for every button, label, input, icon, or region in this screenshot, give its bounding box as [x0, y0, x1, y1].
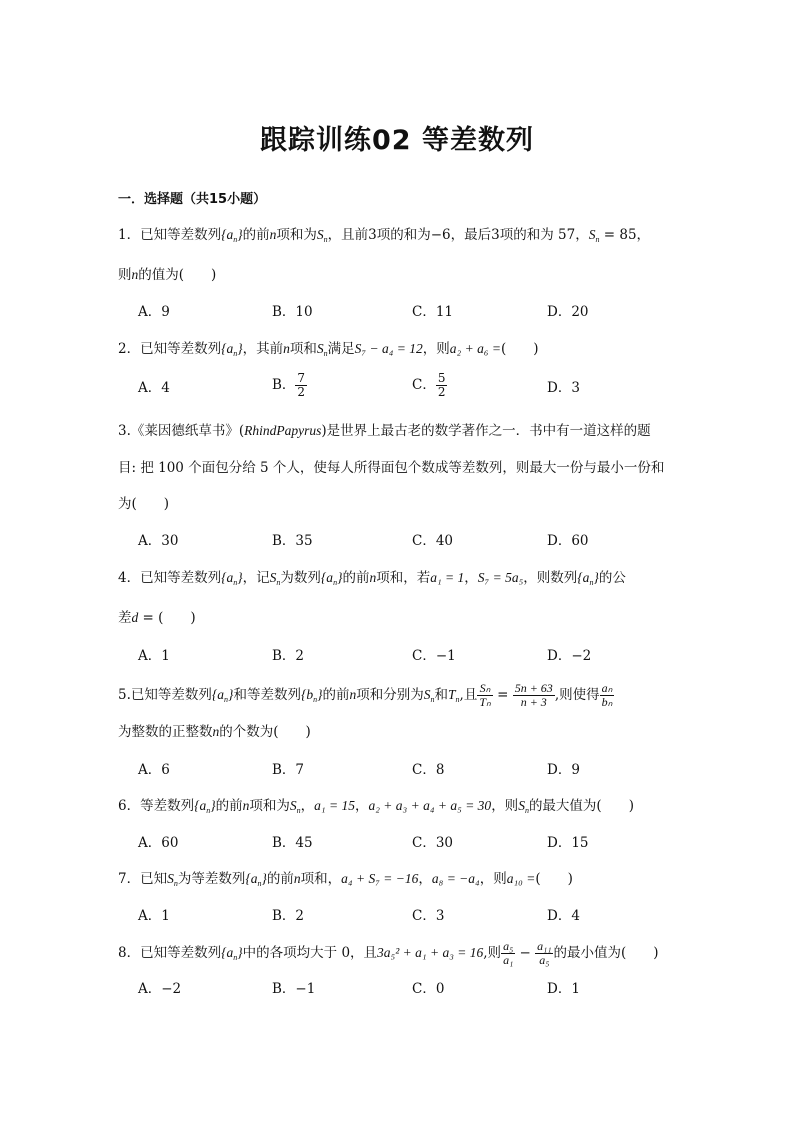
text: 为整数的正整数 — [118, 724, 213, 740]
var-Sn: $S_n$ — [316, 227, 328, 244]
option-a[interactable]: A．60 — [138, 835, 179, 851]
text: 的公 — [598, 570, 626, 586]
question-7-line-1 — [118, 869, 573, 894]
option-d[interactable]: D．60 — [547, 533, 589, 549]
text: ，最后3项的和为 57， — [450, 227, 589, 243]
text: 的前 — [242, 227, 270, 243]
var-n: n — [131, 267, 139, 282]
text: 的最大值为( ) — [528, 798, 634, 814]
option-c[interactable]: C．−1 — [412, 648, 456, 664]
var-Sn: $S_n$ — [316, 341, 328, 358]
question-5-line-2 — [118, 722, 311, 742]
option-b[interactable]: B．−1 — [272, 981, 316, 997]
text: 的值为( ) — [138, 267, 217, 283]
fraction: $\frac{\text{a₁₁}}{\text{a₅}}$ — [537, 939, 552, 967]
equation: 3a₅² + a₁ + a₃ = 16 — [377, 945, 484, 960]
question-4-line-2 — [118, 608, 196, 628]
sequence-an: $\{a_n\}$ — [221, 945, 243, 962]
option-d[interactable]: D．3 — [547, 380, 580, 396]
option-d[interactable]: D．4 — [547, 908, 580, 924]
question-4-line-1 — [118, 568, 626, 593]
text: ，记 — [242, 570, 270, 586]
text: 的前 — [266, 871, 294, 887]
equation: a₁₀ = — [506, 871, 536, 886]
text: ，则数列 — [523, 570, 578, 586]
text: 和 — [434, 687, 449, 703]
sequence-an: $\{a_n\}$ — [221, 341, 243, 358]
option-a[interactable]: A．9 — [138, 304, 170, 320]
equation: S₇ = 5a₅ — [477, 570, 524, 585]
option-d[interactable]: D．1 — [547, 981, 580, 997]
var-Sn: $S_n$ — [269, 570, 281, 587]
var-n: n — [293, 871, 301, 886]
equation: a₁ = 15 — [314, 798, 355, 813]
text: ,则 — [483, 945, 502, 961]
question-2-line-1 — [118, 339, 539, 364]
text: 项和为 — [249, 798, 290, 814]
text: RhindPapyrus — [244, 423, 322, 438]
var-n: n — [369, 570, 377, 585]
text: ，且前3项的和为 — [327, 227, 431, 243]
text: ， — [464, 570, 478, 586]
option-b[interactable]: B．7 — [272, 762, 305, 778]
option-c[interactable]: C．11 — [412, 304, 454, 320]
sequence-bn: $\{b_n\}$ — [300, 687, 323, 704]
option-b[interactable]: B．2 — [272, 648, 305, 664]
var-n: n — [283, 341, 290, 356]
sequence-an: $\{a_n\}$ — [320, 570, 343, 587]
text: ， — [354, 798, 369, 814]
option-c[interactable]: C．8 — [412, 762, 445, 778]
text: 1．已知等差数列 — [118, 227, 222, 243]
text: 项和，若 — [376, 570, 431, 586]
text: ， — [300, 798, 315, 814]
text: 项和 — [289, 341, 317, 357]
var-n: n — [349, 687, 357, 702]
var-n: n — [242, 798, 250, 813]
text: 项和为 — [276, 227, 317, 243]
text: 7．已知 — [118, 871, 168, 887]
text: ,且 — [459, 687, 478, 703]
option-a[interactable]: A．−2 — [138, 981, 182, 997]
var-Sn: $S_n$ — [588, 227, 600, 244]
text: ，则 — [422, 341, 450, 357]
var-n: n — [212, 724, 220, 739]
fraction: $\frac{5n + 63}{n + 3}$ — [514, 681, 553, 709]
fraction: $\frac{5}{2}$ — [437, 371, 446, 399]
option-c[interactable]: C．0 — [412, 981, 445, 997]
equation: a₁ = 1 — [430, 570, 465, 585]
text: 4．已知等差数列 — [118, 570, 222, 586]
option-a[interactable]: A．1 — [138, 648, 170, 664]
var-d: d — [131, 610, 139, 625]
equation: a₄ + S₇ = −16 — [341, 871, 419, 886]
text: 差 — [118, 610, 132, 626]
text: )是世界上最古老的数学著作之一．书中有一道这样的题 — [321, 423, 651, 439]
text: 项和分别为 — [356, 687, 424, 703]
fraction: $\frac{7}{2}$ — [297, 371, 306, 399]
value: −6 — [430, 227, 451, 243]
sequence-an: $\{a_n\}$ — [245, 871, 267, 888]
var-Sn: $S_n$ — [518, 798, 529, 815]
option-a[interactable]: A．1 — [138, 908, 170, 924]
text: 2．已知等差数列 — [118, 341, 222, 357]
option-c[interactable]: C．30 — [412, 835, 454, 851]
var-n: n — [269, 227, 277, 242]
text: − — [519, 945, 531, 961]
section-heading: 一．选择题（共15小题） — [118, 192, 267, 207]
text: 的前 — [215, 798, 243, 814]
option-b[interactable]: B． $\frac{7}{2}$ — [272, 371, 306, 399]
fraction: $\frac{\text{Sₙ}}{\text{Tₙ}}$ — [479, 681, 491, 709]
option-c[interactable]: C．40 — [412, 533, 454, 549]
question-3-line-1 — [118, 421, 651, 441]
option-b[interactable]: B．10 — [272, 304, 313, 320]
text: ， — [418, 871, 432, 887]
option-d[interactable]: D．−2 — [547, 648, 592, 664]
question-8-line-1 — [118, 940, 659, 968]
option-a[interactable]: A．30 — [138, 533, 179, 549]
var-Sn: $S_n$ — [423, 687, 435, 704]
var-Sn: $S_n$ — [167, 871, 178, 888]
option-b[interactable]: B．35 — [272, 533, 313, 549]
text: ( ) — [501, 341, 539, 357]
text: 的个数为( ) — [219, 724, 311, 740]
text: 满足 — [327, 341, 355, 357]
text: 为等差数列 — [177, 871, 246, 887]
text: ，其前 — [242, 341, 284, 357]
text: ，则 — [491, 798, 519, 814]
option-b[interactable]: B．2 — [272, 908, 305, 924]
question-3-line-2: 目: 把 100 个面包分给 5 个人，使每人所得面包个数成等差数列，则最大一份与最小一份和 — [118, 460, 665, 476]
question-5-line-1 — [118, 682, 614, 710]
page-title: 跟踪训练02 等差数列 — [260, 125, 534, 156]
text: ,则使得 — [554, 687, 600, 703]
equation: a₈ = −a₄ — [431, 871, 480, 886]
option-d[interactable]: D．20 — [547, 304, 589, 320]
equation: a₂ + a₆ = — [449, 341, 501, 356]
text: 5.已知等差数列 — [118, 687, 212, 703]
value: = 85 — [603, 227, 637, 243]
text: 6．等差数列 — [118, 798, 195, 814]
text: = — [497, 687, 509, 703]
sequence-an: $\{a_n\}$ — [211, 687, 234, 704]
question-1-line-2 — [118, 265, 216, 285]
option-a[interactable]: A．4 — [138, 380, 170, 396]
text: = ( ) — [138, 610, 196, 626]
option-d[interactable]: D．9 — [547, 762, 580, 778]
equation: a₂ + a₃ + a₄ + a₅ = 30 — [368, 798, 492, 813]
text: 的前 — [322, 687, 350, 703]
option-c[interactable]: C． $\frac{5}{2}$ — [412, 371, 446, 399]
var-Sn: $S_n$ — [289, 798, 301, 815]
text: 则 — [118, 267, 132, 283]
option-d[interactable]: D．15 — [547, 835, 589, 851]
question-6-line-1 — [118, 796, 634, 821]
var-Tn: $T_n$ — [448, 687, 460, 704]
text: 8．已知等差数列 — [118, 945, 222, 961]
option-a[interactable]: A．6 — [138, 762, 170, 778]
fraction: $\frac{\text{a₅}}{\text{a₁}}$ — [503, 939, 514, 967]
text: ，则 — [479, 871, 507, 887]
sequence-an: $\{a_n\}$ — [577, 570, 599, 587]
text: ( ) — [535, 871, 573, 887]
text: ， — [636, 227, 651, 243]
sequence-an: $\{a_n\}$ — [194, 798, 216, 815]
option-b[interactable]: B．45 — [272, 835, 313, 851]
question-3-line-3: 为( ) — [118, 496, 170, 512]
text: 项和， — [300, 871, 342, 887]
text: 和等差数列 — [233, 687, 301, 703]
question-1-line-1 — [118, 225, 650, 250]
sequence-an: $\{a_n\}$ — [221, 570, 243, 587]
option-c[interactable]: C．3 — [412, 908, 445, 924]
text: 中的各项均大于 0，且 — [242, 945, 378, 961]
text: 的前 — [342, 570, 370, 586]
text: 的最小值为( ) — [553, 945, 659, 961]
text: 3.《莱因德纸草书》( — [118, 423, 245, 439]
text: 为数列 — [280, 570, 321, 586]
equation: S₇ − a₄ = 12 — [354, 341, 423, 356]
sequence-an: $\{a_n\}$ — [221, 227, 243, 244]
fraction: $\frac{\text{aₙ}}{\text{bₙ}}$ — [601, 681, 613, 709]
